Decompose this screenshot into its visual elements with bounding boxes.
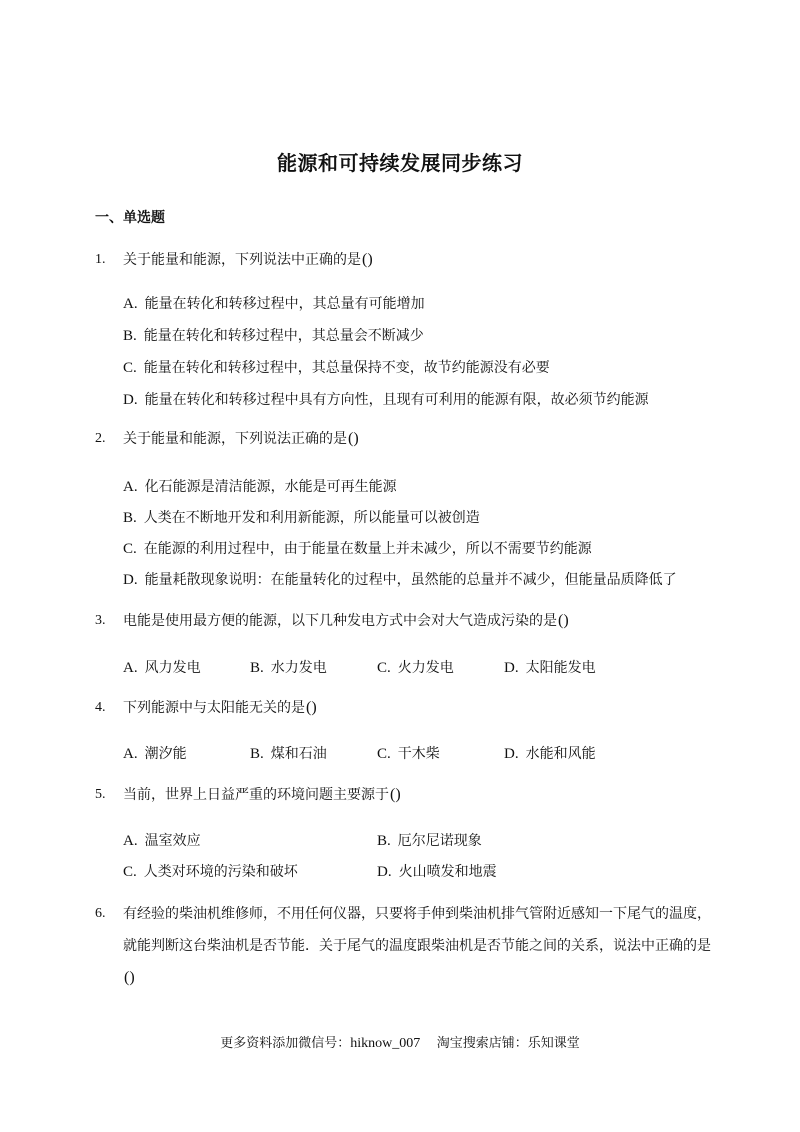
question-number: 6.: [95, 906, 106, 921]
option-5c[interactable]: [123, 861, 298, 881]
question-6: [95, 906, 720, 994]
option-letter: D.: [123, 572, 138, 588]
option-5a[interactable]: [123, 830, 201, 850]
option-text: 厄尔尼诺现象: [397, 833, 482, 849]
footer-prefix: 更多资料添加微信号：: [220, 1036, 351, 1051]
option-letter: C.: [123, 360, 137, 376]
answer-blank: (): [124, 969, 135, 986]
question-2: [95, 431, 720, 455]
question-text: [123, 423, 720, 455]
question-text: [123, 779, 720, 811]
option-2b[interactable]: [123, 507, 480, 527]
question-number: 4.: [95, 700, 106, 715]
option-letter: D.: [123, 392, 138, 408]
question-number: 2.: [95, 431, 106, 446]
option-1a[interactable]: [123, 293, 425, 313]
option-letter: D.: [377, 864, 392, 880]
option-4a[interactable]: [123, 743, 187, 763]
option-text: 人类在不断地开发和利用新能源，所以能量可以被创造: [143, 510, 480, 526]
option-text: 化石能源是清洁能源，水能是可再生能源: [144, 479, 397, 495]
option-letter: A.: [123, 296, 138, 312]
answer-blank: (): [362, 251, 373, 268]
option-text: 水力发电: [270, 660, 327, 676]
question-number: 5.: [95, 787, 106, 802]
option-letter: B.: [250, 746, 264, 762]
option-text: 风力发电: [144, 660, 201, 676]
option-letter: A.: [123, 479, 138, 495]
question-stem: 当前，世界上日益严重的环境问题主要源于: [123, 787, 389, 803]
question-number: 3.: [95, 613, 106, 628]
page-footer: [0, 1032, 800, 1052]
question-3: [95, 613, 720, 637]
option-letter: A.: [123, 660, 138, 676]
footer-wechat-id: hiknow_007: [350, 1036, 421, 1051]
question-5: [95, 787, 720, 811]
option-text: 火力发电: [397, 660, 454, 676]
option-3d[interactable]: [504, 657, 596, 677]
answer-blank: (): [348, 430, 359, 447]
option-2d[interactable]: [123, 569, 677, 589]
footer-shop: 淘宝搜索店铺：乐知课堂: [436, 1036, 580, 1051]
answer-blank: (): [390, 786, 401, 803]
question-number: 1.: [95, 252, 106, 267]
option-2a[interactable]: [123, 476, 397, 496]
option-text: 煤和石油: [270, 746, 327, 762]
question-stem: 下列能源中与太阳能无关的是: [123, 700, 305, 716]
question-text: [123, 244, 720, 276]
option-3a[interactable]: [123, 657, 201, 677]
option-letter: B.: [377, 833, 391, 849]
option-5d[interactable]: [377, 861, 497, 881]
option-text: 能量耗散现象说明：在能量转化的过程中，虽然能的总量并不减少，但能量品质降低了: [144, 572, 677, 588]
question-stem: 电能是使用最方便的能源，以下几种发电方式中会对大气造成污染的是: [123, 613, 557, 629]
option-letter: C.: [377, 746, 391, 762]
option-text: 能量在转化和转移过程中，其总量会不断减少: [143, 328, 424, 344]
option-3b[interactable]: [250, 657, 327, 677]
option-text: 能量在转化和转移过程中，其总量保持不变，故节约能源没有必要: [143, 360, 550, 376]
option-4b[interactable]: [250, 743, 327, 763]
option-text: 在能源的利用过程中，由于能量在数量上并未减少，所以不需要节约能源: [143, 541, 592, 557]
option-3c[interactable]: [377, 657, 454, 677]
option-4d[interactable]: [504, 743, 596, 763]
option-1c[interactable]: [123, 357, 550, 377]
option-letter: C.: [377, 660, 391, 676]
answer-blank: (): [306, 699, 317, 716]
option-2c[interactable]: [123, 538, 592, 558]
option-letter: C.: [123, 541, 137, 557]
question-4: [95, 700, 720, 724]
option-4c[interactable]: [377, 743, 440, 763]
option-letter: B.: [123, 328, 137, 344]
option-letter: D.: [504, 746, 519, 762]
question-stem: 有经验的柴油机维修师，不用任何仪器，只要将手伸到柴油机排气管附近感知一下尾气的温度，就能判断这台柴油机是否节能．关于尾气的温度跟柴油机是否节能之间的关系，说法中正确的是: [123, 906, 711, 954]
option-1d[interactable]: [123, 389, 649, 409]
answer-blank: (): [558, 612, 569, 629]
option-text: 人类对环境的污染和破坏: [143, 864, 298, 880]
question-text: [123, 605, 720, 637]
option-text: 能量在转化和转移过程中具有方向性，且现有可利用的能源有限，故必须节约能源: [144, 392, 649, 408]
option-letter: D.: [504, 660, 519, 676]
option-text: 温室效应: [144, 833, 201, 849]
option-letter: B.: [250, 660, 264, 676]
option-text: 水能和风能: [525, 746, 596, 762]
option-letter: A.: [123, 833, 138, 849]
question-text: [123, 692, 720, 724]
option-text: 潮汐能: [144, 746, 187, 762]
question-stem: 关于能量和能源，下列说法中正确的是: [123, 252, 361, 268]
option-5b[interactable]: [377, 830, 482, 850]
option-text: 干木柴: [397, 746, 440, 762]
option-letter: A.: [123, 746, 138, 762]
option-letter: C.: [123, 864, 137, 880]
option-text: 火山喷发和地震: [398, 864, 497, 880]
option-text: 能量在转化和转移过程中，其总量有可能增加: [144, 296, 425, 312]
option-text: 太阳能发电: [525, 660, 596, 676]
question-stem: 关于能量和能源，下列说法正确的是: [123, 431, 347, 447]
section-heading: 一、单选题: [95, 210, 165, 226]
page-title: 能源和可持续发展同步练习: [277, 151, 523, 175]
question-text: [123, 898, 720, 994]
option-1b[interactable]: [123, 325, 424, 345]
option-letter: B.: [123, 510, 137, 526]
question-1: [95, 252, 720, 276]
